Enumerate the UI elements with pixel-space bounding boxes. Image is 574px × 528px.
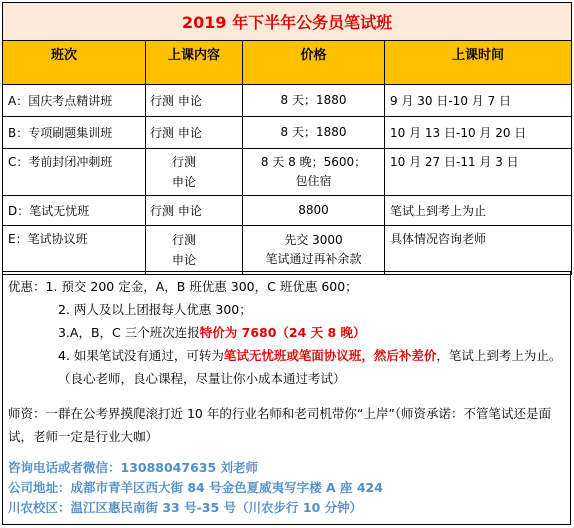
class-name: B：专项刷题集训班 [3, 117, 146, 149]
price-line: 8 天 8 晚；5600； [260, 155, 367, 169]
header-price: 价格 [243, 41, 385, 85]
class-price: 8 天；1880 [243, 117, 385, 149]
table-row [3, 196, 572, 226]
content-line: 行测 [172, 155, 197, 169]
class-price [243, 149, 385, 196]
class-price: 8800 [243, 196, 385, 226]
discount-text: 4. 如果笔试没有通过，可转为 [58, 348, 224, 363]
class-price [243, 226, 385, 275]
class-content [146, 226, 243, 275]
discount-line: 优惠：1. 预交 200 定金，A，B 班优惠 300，C 班优惠 600； [8, 279, 358, 294]
discount-line [8, 344, 562, 390]
class-content: 行测 申论 [146, 85, 243, 117]
schedule-table [2, 2, 572, 275]
content-line: 行测 [172, 233, 197, 247]
content-line: 申论 [172, 175, 197, 189]
faculty-text: 师资：一群在公考界摸爬滚打近 10 年的行业名师和老司机带你“上岸”（师资承诺：不管笔试还是面试，老师一定是行业大咖） [8, 406, 552, 444]
discount-line [8, 321, 562, 344]
header-time: 上课时间 [385, 41, 572, 85]
class-time: 具体情况咨询老师 [385, 226, 572, 275]
class-time: 笔试上到考上为止 [385, 196, 572, 226]
class-price: 8 天；1880 [243, 85, 385, 117]
table-row [3, 85, 572, 117]
content-line: 申论 [172, 253, 197, 267]
class-name: A：国庆考点精讲班 [3, 85, 146, 117]
class-time: 9 月 30 日-10 月 7 日 [385, 85, 572, 117]
discount-text: 3.A，B，C 三个班次连报 [58, 325, 200, 340]
class-content: 行测 申论 [146, 117, 243, 149]
class-time: 10 月 13 日-10 月 20 日 [385, 117, 572, 149]
price-line: 包住宿 [295, 174, 332, 188]
class-name: D：笔试无忧班 [3, 196, 146, 226]
class-content: 行测 申论 [146, 196, 243, 226]
header-content: 上课内容 [146, 41, 243, 85]
page-title: 2019 年下半年公务员笔试班 [3, 3, 572, 41]
contact-info: 咨询电话或者微信：13088047635 刘老师 [8, 460, 259, 475]
upgrade-offer: 笔试无忧班或笔面协议班，然后补差价 [223, 348, 437, 363]
notes-section [2, 271, 571, 525]
price-line: 先交 3000 [284, 233, 343, 247]
campus-address: 川农校区：温江区惠民南街 33 号-35 号（川农步行 10 分钟） [8, 500, 363, 515]
table-row [3, 149, 572, 196]
header-class: 班次 [3, 41, 146, 85]
discount-text: ，笔试上到考上为止。（良心老师，良心课程，尽量让你小成本通过考试） [58, 348, 562, 386]
price-line: 笔试通过再补余款 [265, 252, 362, 266]
special-price: 特价为 7680（24 天 8 晚） [199, 325, 366, 340]
table-row [3, 117, 572, 149]
company-address: 公司地址：成都市青羊区西大街 84 号金色夏威夷写字楼 A 座 424 [8, 480, 383, 495]
table-row [3, 226, 572, 275]
class-name: C：考前封闭冲刺班 [3, 149, 146, 196]
discount-line: 2. 两人及以上团报每人优惠 300； [58, 302, 252, 317]
class-time: 10 月 27 日-11 月 3 日 [385, 149, 572, 196]
class-content [146, 149, 243, 196]
class-name: E：笔试协议班 [3, 226, 146, 275]
